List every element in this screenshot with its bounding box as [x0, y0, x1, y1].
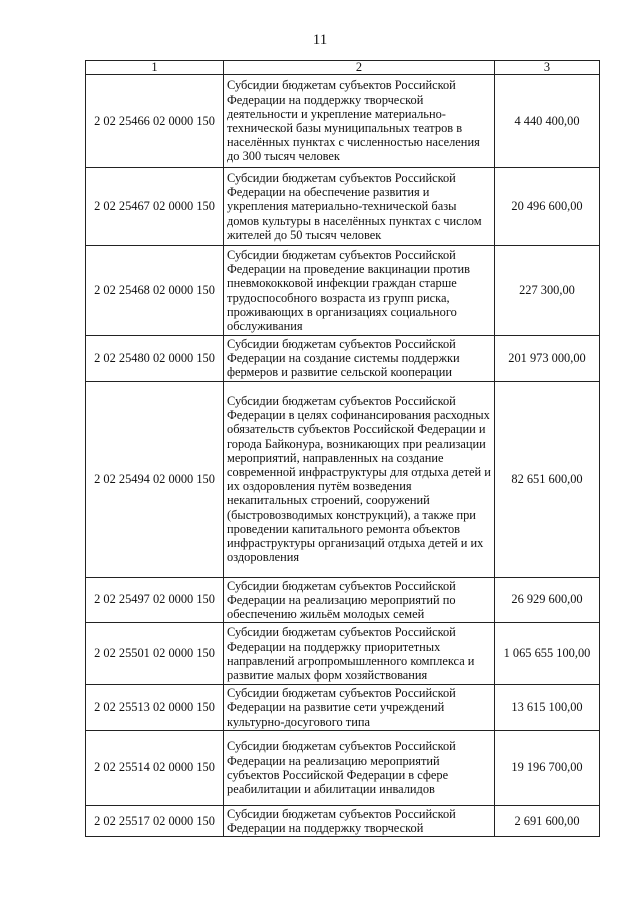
description-cell: Субсидии бюджетам субъектов Российской Федерации на реализацию мероприятий по обеспечению жильём молодых семей — [224, 577, 495, 623]
amount-cell: 4 440 400,00 — [495, 75, 600, 168]
budget-code-cell: 2 02 25494 02 0000 150 — [86, 381, 224, 577]
description-cell: Субсидии бюджетам субъектов Российской Федерации на обеспечение развития и укрепления материально-технической базы домов культуры в населённых пунктах с числом жителей до 50 тысяч человек — [224, 168, 495, 246]
description-cell: Субсидии бюджетам субъектов Российской Федерации на создание системы поддержки фермеров и развитие сельской кооперации — [224, 336, 495, 382]
budget-code-cell: 2 02 25513 02 0000 150 — [86, 685, 224, 731]
budget-table — [85, 60, 600, 837]
column-header-3: 3 — [495, 61, 600, 75]
budget-code-cell: 2 02 25468 02 0000 150 — [86, 246, 224, 336]
table-header-row — [86, 61, 600, 75]
budget-code-cell: 2 02 25466 02 0000 150 — [86, 75, 224, 168]
table-row — [86, 381, 600, 577]
budget-code-cell: 2 02 25480 02 0000 150 — [86, 336, 224, 382]
page-number: 11 — [312, 32, 328, 48]
table-row — [86, 246, 600, 336]
amount-cell: 2 691 600,00 — [495, 805, 600, 836]
description-cell: Субсидии бюджетам субъектов Российской Федерации на поддержку творческой деятельности и укрепление материально-технической базы муниципальных театров в населённых пунктах с численностью населения до 300 тысяч человек — [224, 75, 495, 168]
description-cell: Субсидии бюджетам субъектов Российской Федерации на проведение вакцинации против пневмококковой инфекции граждан старше трудоспособного возраста из групп риска, проживающих в организациях социального обслуживания — [224, 246, 495, 336]
table-row — [86, 730, 600, 805]
amount-cell: 1 065 655 100,00 — [495, 623, 600, 685]
amount-cell: 201 973 000,00 — [495, 336, 600, 382]
amount-cell: 20 496 600,00 — [495, 168, 600, 246]
column-header-1: 1 — [86, 61, 224, 75]
table-row — [86, 336, 600, 382]
table-row — [86, 623, 600, 685]
budget-code-cell: 2 02 25517 02 0000 150 — [86, 805, 224, 836]
amount-cell: 19 196 700,00 — [495, 730, 600, 805]
description-cell: Субсидии бюджетам субъектов Российской Федерации в целях софинансирования расходных обязательств субъектов Российской Федерации и города Байконура, возникающих при реализации мероприятий, направленных на создание современной инфраструктуры для отдыха детей и их оздоровления путём возведения некапитальных строений, сооружений (быстровозводимых конструкций), а также при проведении капитального ремонта объектов инфраструктуры организаций отдыха детей и их оздоровления — [224, 381, 495, 577]
budget-code-cell: 2 02 25497 02 0000 150 — [86, 577, 224, 623]
budget-code-cell: 2 02 25467 02 0000 150 — [86, 168, 224, 246]
table-row — [86, 685, 600, 731]
description-cell: Субсидии бюджетам субъектов Российской Федерации на поддержку приоритетных направлений агропромышленного комплекса и развитие малых форм хозяйствования — [224, 623, 495, 685]
table-row — [86, 577, 600, 623]
amount-cell: 227 300,00 — [495, 246, 600, 336]
amount-cell: 13 615 100,00 — [495, 685, 600, 731]
description-cell: Субсидии бюджетам субъектов Российской Федерации на развитие сети учреждений культурно-досугового типа — [224, 685, 495, 731]
amount-cell: 26 929 600,00 — [495, 577, 600, 623]
budget-code-cell: 2 02 25501 02 0000 150 — [86, 623, 224, 685]
table-row — [86, 805, 600, 836]
amount-cell: 82 651 600,00 — [495, 381, 600, 577]
description-cell: Субсидии бюджетам субъектов Российской Федерации на поддержку творческой — [224, 805, 495, 836]
description-cell: Субсидии бюджетам субъектов Российской Федерации на реализацию мероприятий субъектов Российской Федерации в сфере реабилитации и абилитации инвалидов — [224, 730, 495, 805]
table-row — [86, 168, 600, 246]
budget-code-cell: 2 02 25514 02 0000 150 — [86, 730, 224, 805]
table-row — [86, 75, 600, 168]
column-header-2: 2 — [224, 61, 495, 75]
